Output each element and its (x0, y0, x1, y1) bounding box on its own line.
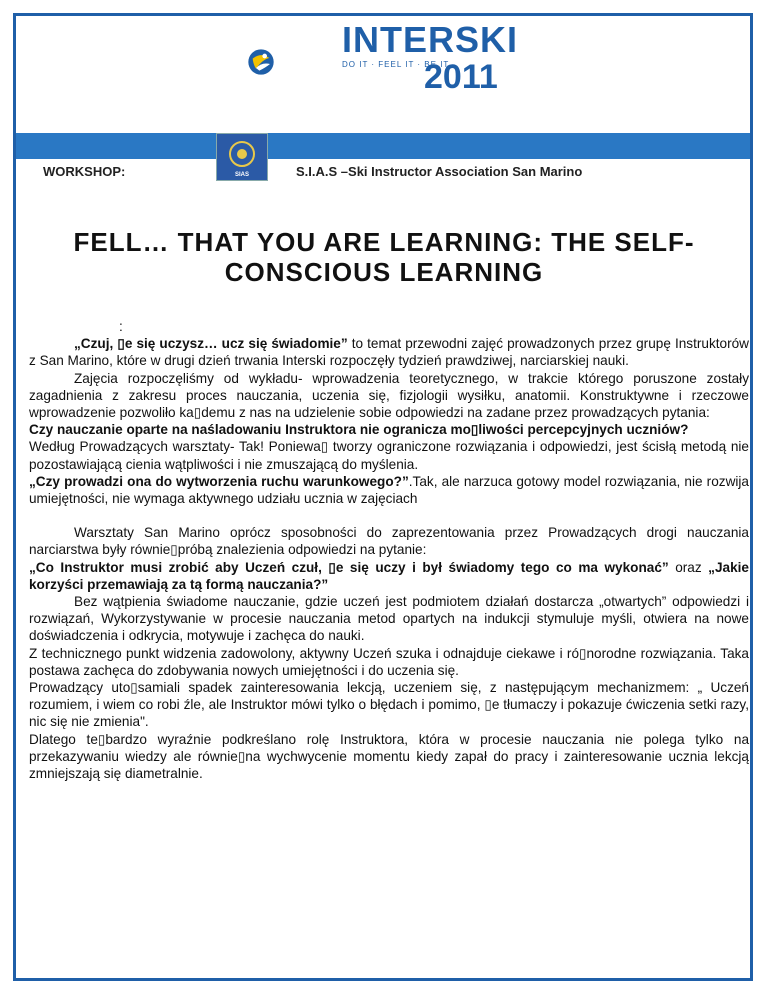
paragraph-5: Bez wątpienia świadome nauczanie, gdzie uczeń jest podmiotem działań dostarcza „otwartych” odpowiedzi i rozwiązań, Wykorzystywanie w procesie nauczania metod opartych na indukcji stymuluje myśli, otwiera na nowe doświadczenia i odkrycia, motywuje i zachęca do nauki. (29, 594, 749, 644)
answer-1: Według Prowadzących warsztaty- Tak! Poniewa▯ tworzy ograniczone rozwiązania i odpowiedzi, jest ścisłą metodą nie pozostawiającą cienia wątpliwości i nie zmuszającą do myślenia. (29, 439, 749, 472)
question-2 (29, 473, 749, 507)
paragraph-7: Prowadzący uto▯samiali spadek zainteresowania lekcją, uczeniem się, z następującym mechanizmem: „ Uczeń rozumiem, i wiem co robi źle, ale Instruktor mówi tylko o błędach i pomimo, ▯e tłumaczy i pokazuje ćwiczenia setki razy, nic się nie zmienia". (29, 680, 749, 730)
question-1 (29, 421, 749, 438)
article-body (29, 318, 749, 782)
workshop-motto: „Czuj, ▯e się uczysz… ucz się świadomie” (74, 336, 348, 352)
workshop-banner (16, 133, 750, 191)
workshop-label: WORKSHOP: (43, 164, 126, 179)
question-3: „Co Instruktor musi zrobić aby Uczeń czuł, ▯e się uczy i był świadomy tego co ma wykonać” (29, 559, 669, 575)
paragraph-6: Z technicznego punkt widzenia zadowolony, aktywny Uczeń szuka i odnajduje ciekawe i ró▯norodne rozwiązania. Taka postawa zachęca do zdobywania nowych umiejętności i do uczenia się. (29, 645, 749, 678)
article-title: FELL… THAT YOU ARE LEARNING: THE SELF-CONSCIOUS LEARNING (73, 227, 695, 287)
question-4: „Jakie korzyści przemawiają za tą formą nauczania?” (29, 559, 749, 592)
connector-text: oraz (668, 559, 709, 575)
sias-badge-text: SIAS (234, 172, 250, 178)
organizer-name: S.I.A.S –Ski Instructor Association San Marino (296, 164, 583, 179)
brand-name: INTERSKI (342, 19, 519, 60)
paragraph-2: Zajęcia rozpoczęliśmy od wykładu- wprowadzenia teoretycznego, w trakcie którego poruszone zostały zagadnienia z zakresu proces nauczania, uczenia się, fizjologii wysiłku, anatomii. Konstruktywne i rzeczowe wprowadzenie pozwoliło ka▯demu z nas na udzielenie sobie odpowiedzi na zadane przez prowadzących pytania: (29, 370, 749, 421)
paragraph-1-text: to temat przewodni zajęć prowadzonych przez grupę Instruktorów z San Marino, które w drugi dzień trwania Interski rozpoczęły tydzień prawdziwej, narciarskiej nauki. (29, 336, 749, 369)
answer-2: .Tak, ale narzuca gotowy model rozwiązania, nie rozwija umiejętności, nie wymaga aktywnego udziału ucznia w zajęciach (29, 473, 749, 507)
sias-emblem-icon (217, 134, 267, 180)
slogan: DO IT · FEEL IT · BE IT (342, 60, 450, 69)
paragraph-3: Warsztaty San Marino oprócz sposobności do zaprezentowania przez Prowadzących drogi nauczania narciarstwa były równie▯próbą znalezienia odpowiedzi na pytanie: (29, 525, 749, 558)
sias-logo (216, 133, 268, 181)
question-1-text: Czy nauczanie oparte na naśladowaniu Instruktora nie ogranicza mo▯liwości percepcyjnych uczniów? (29, 422, 689, 438)
event-year: 2011 (424, 58, 498, 96)
question-2-text: „Czy prowadzi ona do wytworzenia ruchu warunkowego?” (29, 473, 409, 489)
interski-emblem-icon (246, 22, 336, 102)
paragraph-4 (29, 559, 749, 593)
colon-mark: : (119, 319, 123, 334)
paragraph-8: Dlatego te▯bardzo wyraźnie podkreślano rolę Instruktora, która w procesie nauczania nie polega tylko na przekazywaniu wiedzy ale równie▯na wychwycenie momentu kiedy zapał do pracy i zainteresowanie ucznia lekcją zmniejszają się diametralnie. (29, 731, 749, 782)
paragraph-1 (29, 335, 749, 369)
